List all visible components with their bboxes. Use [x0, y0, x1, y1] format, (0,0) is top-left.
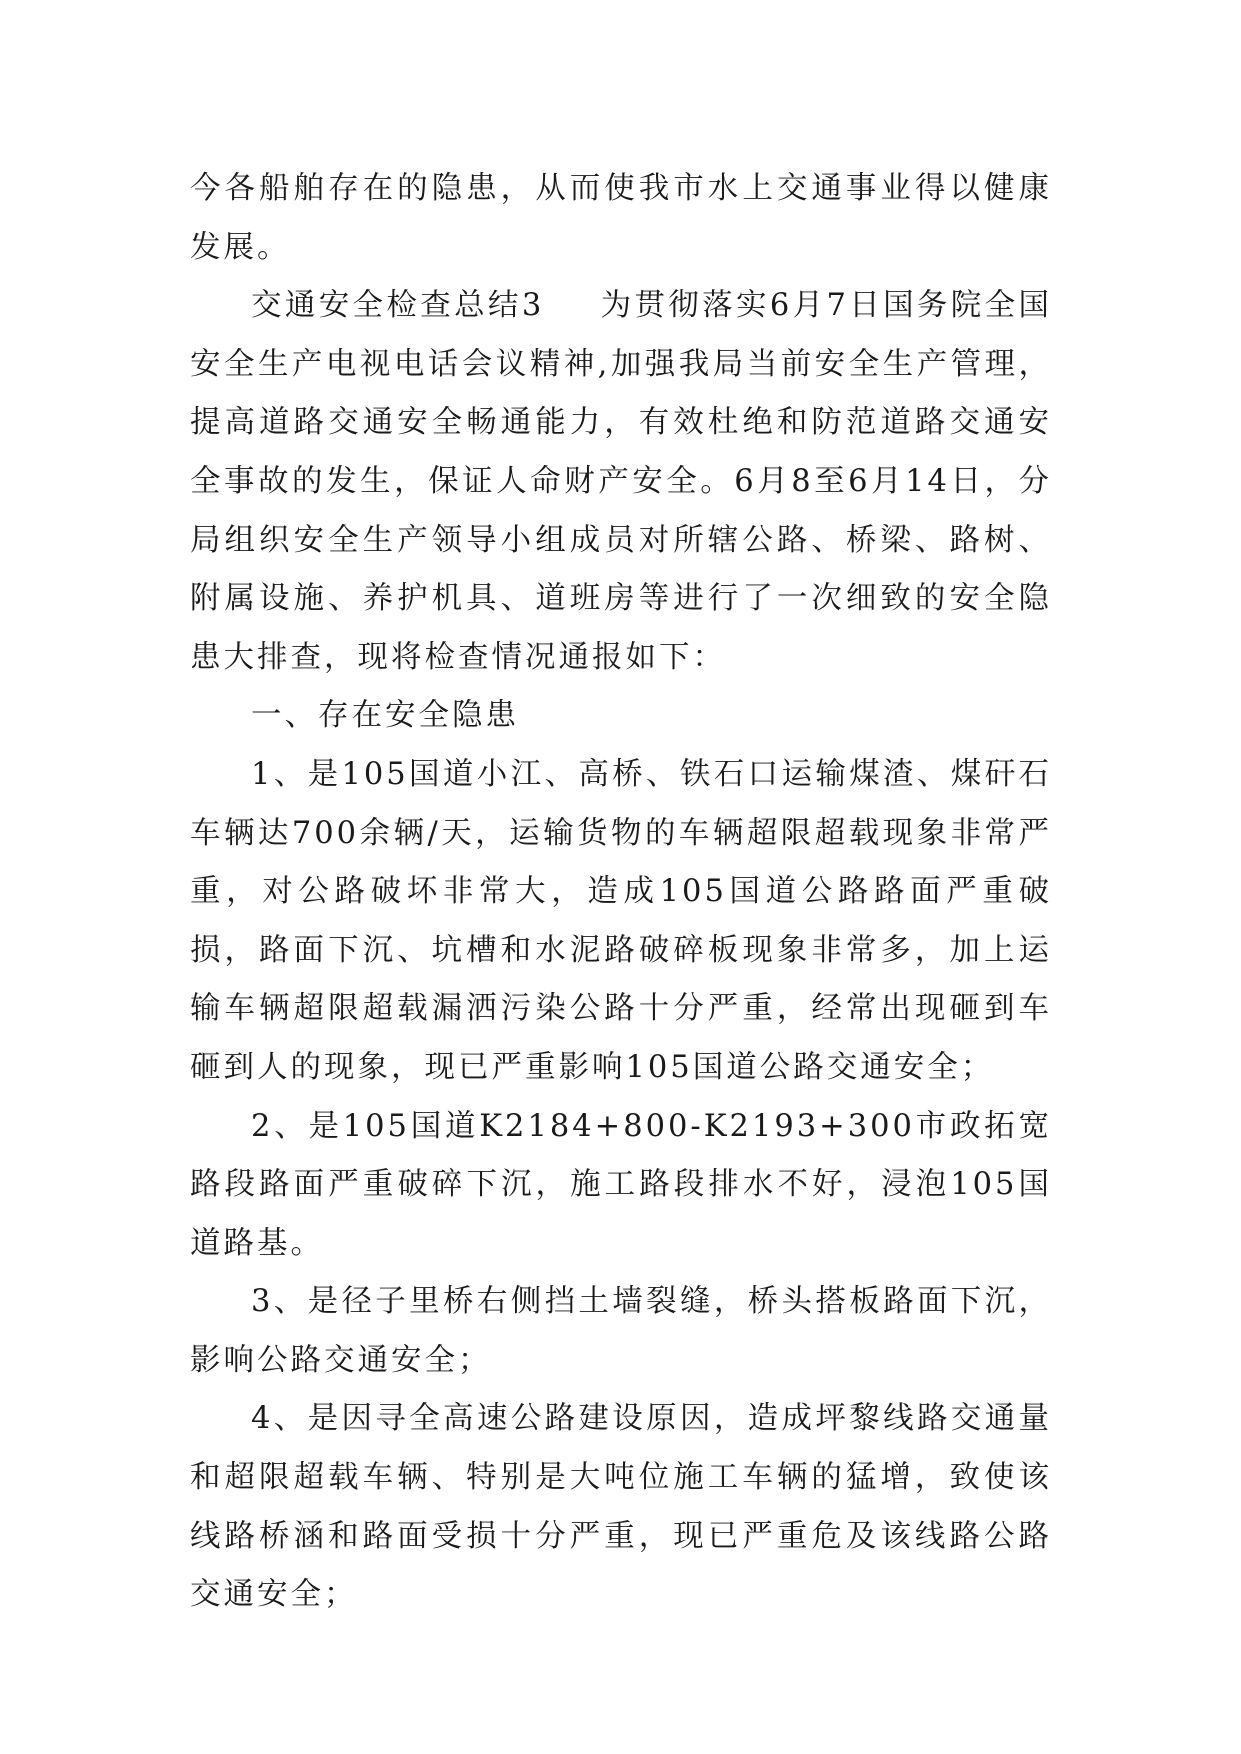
list-item-1: 1、是105国道小江、高桥、铁石口运输煤渣、煤矸石车辆达700余辆/天，运输货物的车辆超限超载现象非常严重，对公路破坏非常大，造成105国道公路路面严重破损，路面下沉、坑槽和水泥路破碎板现象非常多，加上运输车辆超限超载漏洒污染公路十分严重，经常出现砸到车砸到人的现象，现已严重影响105国道公路交通安全；: [190, 756, 1052, 1085]
subheading-hazards: 一、存在安全隐患: [251, 698, 519, 734]
document-body: [190, 160, 1052, 1625]
paragraph-continuation: 今各船舶存在的隐患，从而使我市水上交通事业得以健康发展。: [190, 171, 1052, 265]
list-item-4: 4、是因寻全高速公路建设原因，造成坪黎线路交通量和超限超载车辆、特别是大吨位施工车辆的猛增，致使该线路桥涵和路面受损十分严重，现已严重危及该线路公路交通安全；: [190, 1401, 1052, 1613]
paragraph-summary-3: [190, 277, 1052, 687]
paragraph-text: 为贯彻落实6月7日国务院全国安全生产电视电话会议精神,加强我局当前安全生产管理，提高道路交通安全畅通能力，有效杜绝和防范道路交通安全事故的发生，保证人命财产安全。6月8至6月14日，分局组织安全生产领导小组成员对所辖公路、桥梁、路树、附属设施、养护机具、道班房等进行了一次细致的安全隐患大排查，现将检查情况通报如下：: [190, 288, 1052, 675]
list-item-2: 2、是105国道K2184+800-K2193+300市政拓宽路段路面严重破碎下沉，施工路段排水不好，浸泡105国道路基。: [190, 1108, 1052, 1261]
list-item-3: 3、是径子里桥右侧挡土墙裂缝，桥头搭板路面下沉，影响公路交通安全；: [190, 1284, 1052, 1378]
section-heading: 交通安全检查总结3: [251, 288, 545, 324]
